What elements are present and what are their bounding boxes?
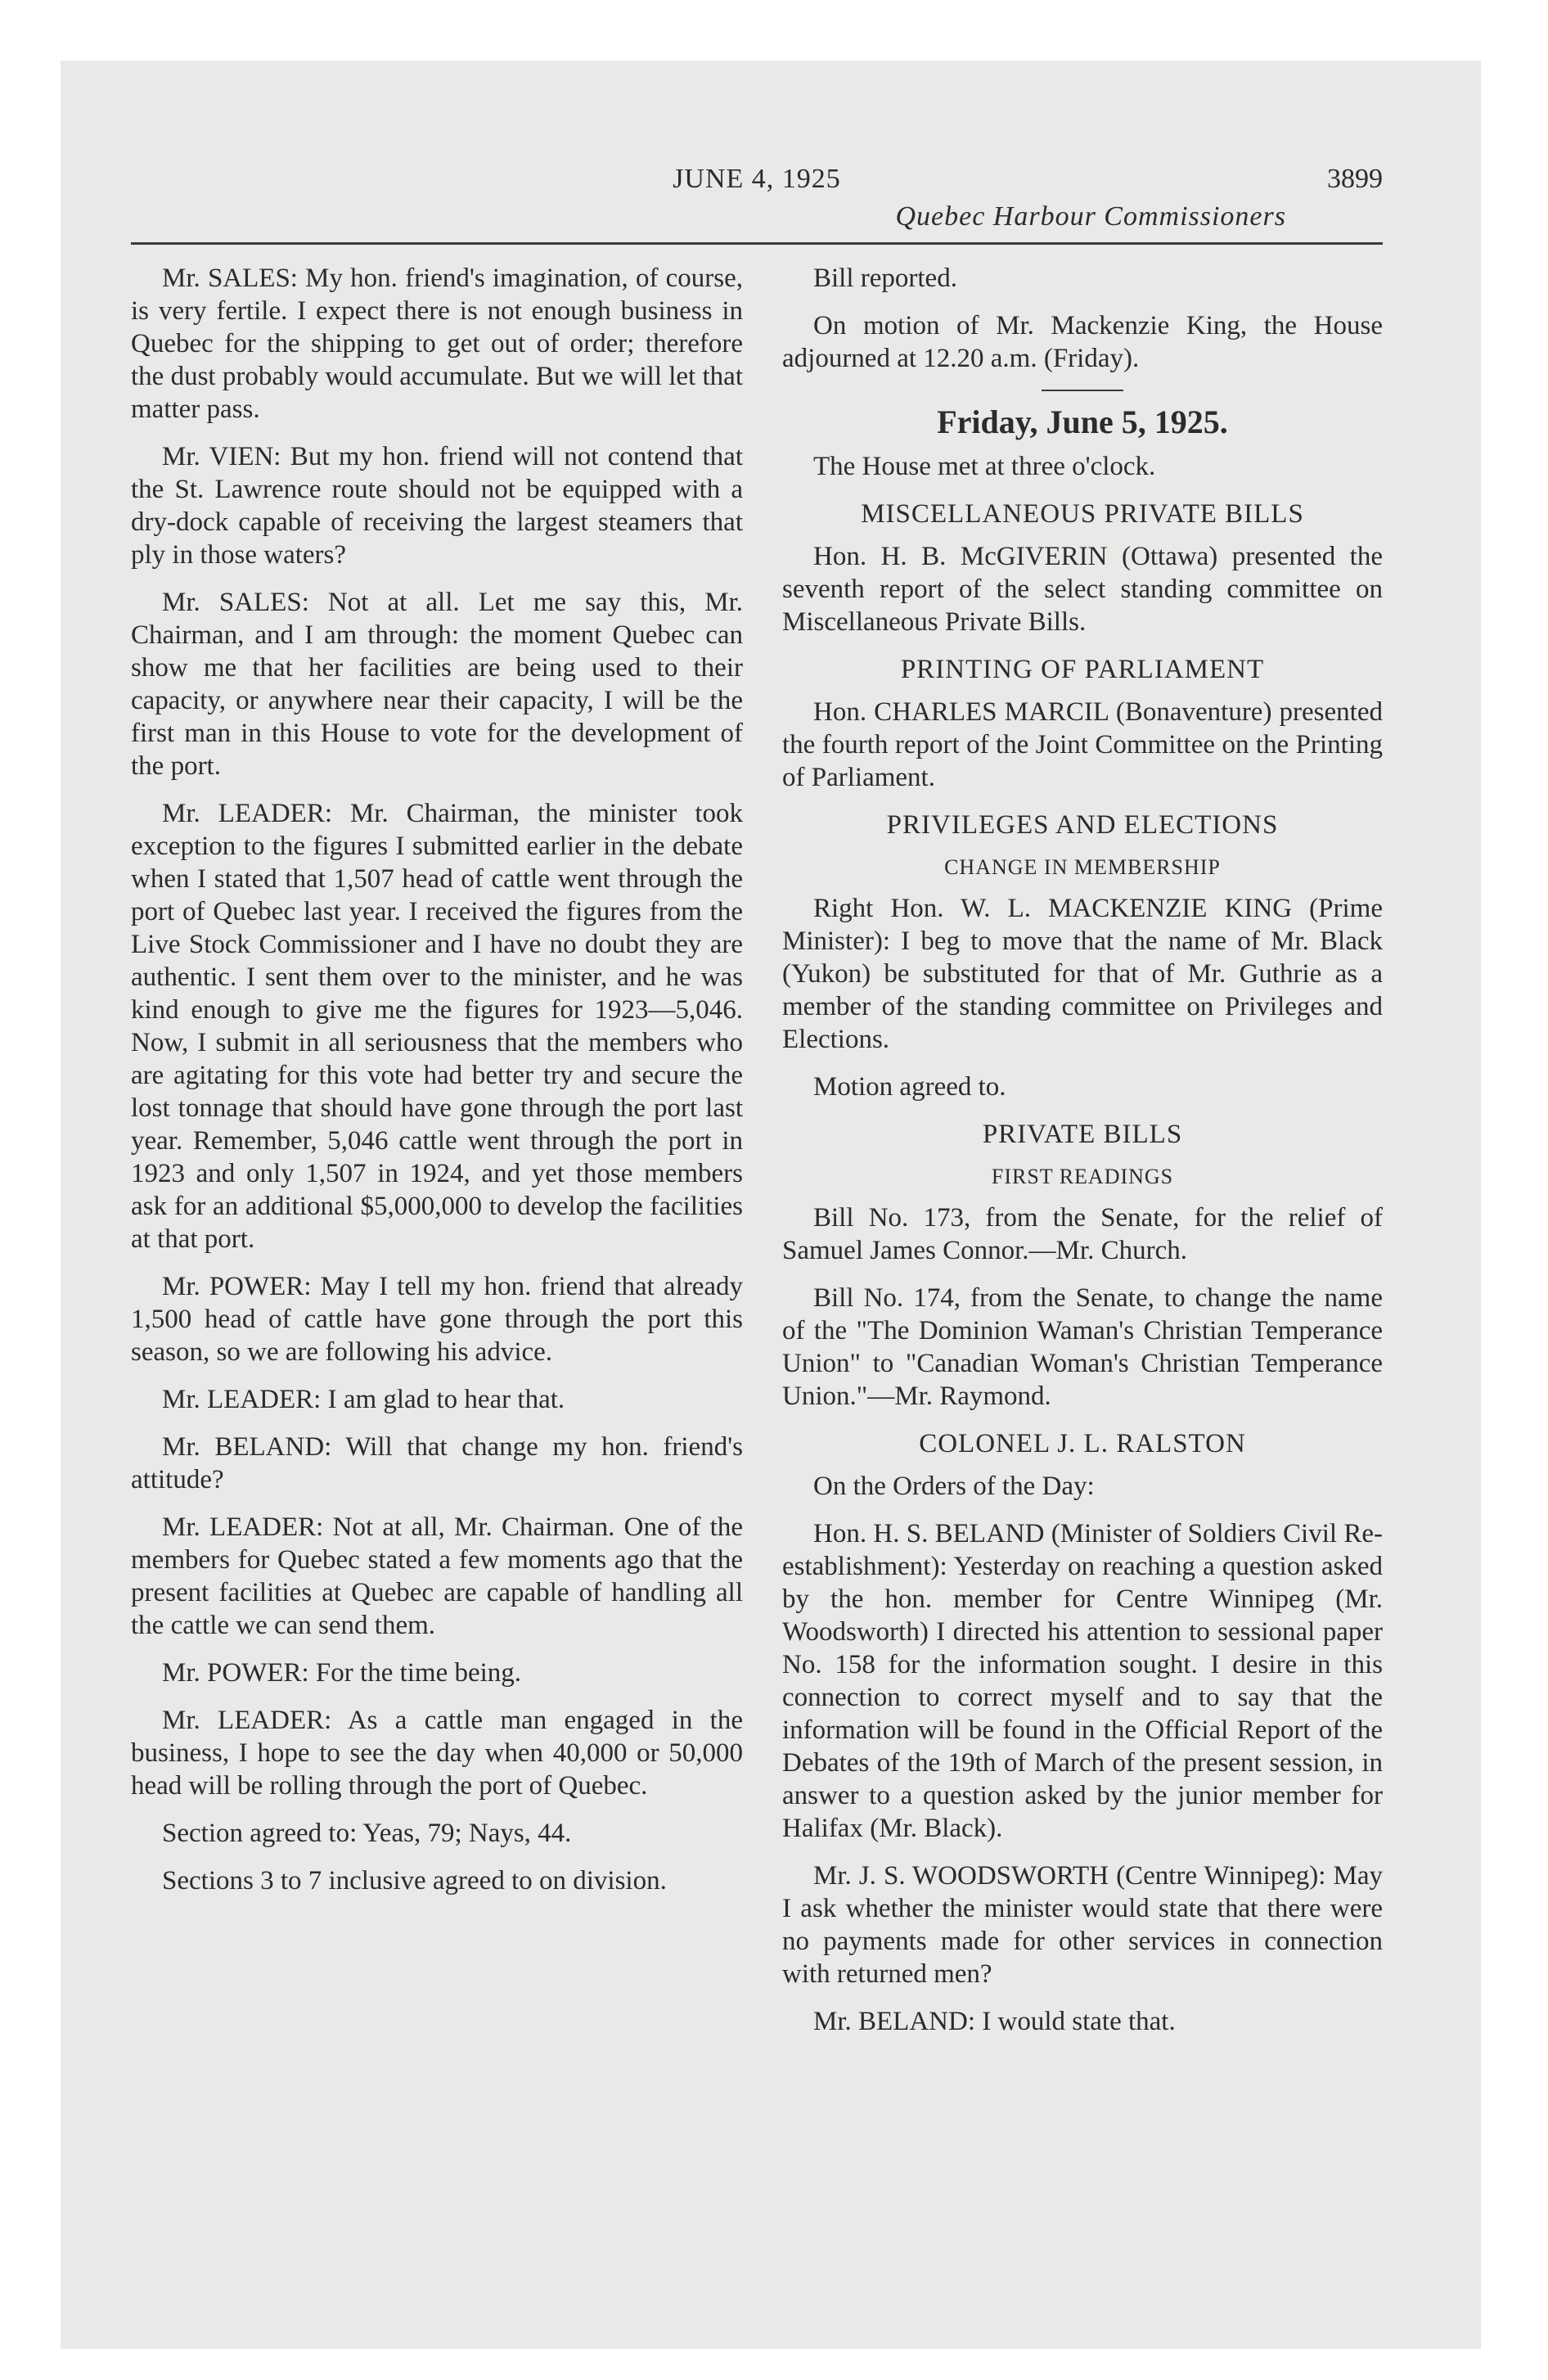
header-rule <box>131 242 1383 245</box>
section-divider <box>1042 390 1123 391</box>
paragraph: Mr. SALES: My hon. friend's imagination, of course, is very fertile. I expect there is not enough business in Quebec for the shipping to get out of order; therefore the dust probably would accumulate. But we will let that matter pass. <box>131 264 743 424</box>
heading-private-bills: PRIVATE BILLS <box>982 1120 1183 1149</box>
paragraph: Sections 3 to 7 inclusive agreed to on division. <box>162 1866 667 1895</box>
paragraph: Mr. BELAND: Will that change my hon. friend's attitude? <box>131 1432 743 1494</box>
paragraph: Mr. SALES: Not at all. Let me say this, Mr. Chairman, and I am through: the moment Quebec can show me that her facilities are being used to their capacity, or anywhere near their capacity, I will be the first man in this House to vote for the development of the port. <box>131 588 743 781</box>
paragraph: Hon. CHARLES MARCIL (Bonaventure) presented the fourth report of the Joint Committee on the Printing of Parliament. <box>782 697 1383 792</box>
paragraph: Mr. LEADER: Mr. Chairman, the minister took exception to the figures I submitted earlier in the debate when I stated that 1,507 head of cattle went through the port of Quebec last year. I received the figures from the Live Stock Commissioner and I have no doubt they are authentic. I sent them over to the minister, and he was kind enough to give me the figures for 1923—5,046. Now, I submit in all seriousness that the members who are agitating for this vote had better try and secure the lost tonnage that should have gone through the port last year. Remember, 5,046 cattle went through the port in 1923 and only 1,507 in 1924, and yet those members ask for an additional $5,000,000 to develop the facilities at that port. <box>131 799 743 1254</box>
subheading-first-readings: FIRST READINGS <box>991 1165 1174 1188</box>
paragraph: The House met at three o'clock. <box>813 452 1156 481</box>
heading-miscellaneous-private-bills: MISCELLANEOUS PRIVATE BILLS <box>861 499 1304 529</box>
paragraph: Mr. J. S. WOODSWORTH (Centre Winnipeg): May I ask whether the minister would state that there were no payments made for other services in connection with returned men? <box>782 1861 1383 1989</box>
heading-colonel-ralston: COLONEL J. L. RALSTON <box>919 1429 1246 1458</box>
paragraph: Mr. VIEN: But my hon. friend will not contend that the St. Lawrence route should not be equipped with a dry-dock capable of receiving the largest steamers that ply in those waters? <box>131 442 743 570</box>
heading-printing-of-parliament: PRINTING OF PARLIAMENT <box>900 655 1265 684</box>
paragraph: Mr. LEADER: Not at all, Mr. Chairman. One of the members for Quebec stated a few moments ago that the present facilities at Quebec are capable of handling all the cattle we can send them. <box>131 1512 743 1640</box>
paragraph: On motion of Mr. Mackenzie King, the House adjourned at 12.20 a.m. (Friday). <box>782 311 1383 373</box>
paragraph: On the Orders of the Day: <box>813 1472 1095 1501</box>
paragraph: Mr. POWER: May I tell my hon. friend that already 1,500 head of cattle have gone through the port this season, so we are following his advice. <box>131 1272 743 1367</box>
subheading-change-in-membership: CHANGE IN MEMBERSHIP <box>944 855 1221 879</box>
sitting-date-heading: Friday, June 5, 1925. <box>937 403 1228 440</box>
paragraph: Bill No. 174, from the Senate, to change the name of the "The Dominion Waman's Christian Temperance Union" to "Canadian Woman's Christian Temperance Union."—Mr. Raymond. <box>782 1283 1383 1411</box>
paragraph: Right Hon. W. L. MACKENZIE KING (Prime Minister): I beg to move that the name of Mr. Black (Yukon) be substituted for that of Mr. Guthrie as a member of the standing committee on Privileges and Elections. <box>782 894 1383 1054</box>
right-column <box>782 262 1383 2053</box>
running-head-date: JUNE 4, 1925 <box>673 164 841 194</box>
paragraph: Bill No. 173, from the Senate, for the relief of Samuel James Connor.—Mr. Church. <box>782 1203 1383 1265</box>
paragraph: Mr. LEADER: As a cattle man engaged in the business, I hope to see the day when 40,000 or 50,000 head will be rolling through the port of Quebec. <box>131 1706 743 1801</box>
section-title: Quebec Harbour Commissioners <box>895 201 1286 232</box>
paragraph: Hon. H. S. BELAND (Minister of Soldiers Civil Re-establishment): Yesterday on reaching a question asked by the hon. member for Centre Winnipeg (Mr. Woodsworth) I directed his attention to sessional paper No. 158 for the information sought. I desire in this connection to correct myself and to say that the information will be found in the Official Report of the Debates of the 19th of March of the present session, in answer to a question asked by the junior member for Halifax (Mr. Black). <box>782 1519 1383 1843</box>
paragraph: Mr. POWER: For the time being. <box>162 1658 522 1688</box>
paragraph: Section agreed to: Yeas, 79; Nays, 44. <box>162 1819 572 1848</box>
heading-privileges-and-elections: PRIVILEGES AND ELECTIONS <box>886 810 1279 840</box>
paragraph: Mr. LEADER: I am glad to hear that. <box>162 1385 565 1414</box>
paragraph: Motion agreed to. <box>813 1072 1006 1102</box>
paragraph: Hon. H. B. McGIVERIN (Ottawa) presented the seventh report of the select standing committee on Miscellaneous Private Bills. <box>782 542 1383 637</box>
left-column <box>131 262 743 1912</box>
page-number: 3899 <box>1327 164 1383 194</box>
paragraph: Mr. BELAND: I would state that. <box>813 2007 1176 2036</box>
paragraph: Bill reported. <box>813 264 957 293</box>
page-header <box>131 164 1383 254</box>
